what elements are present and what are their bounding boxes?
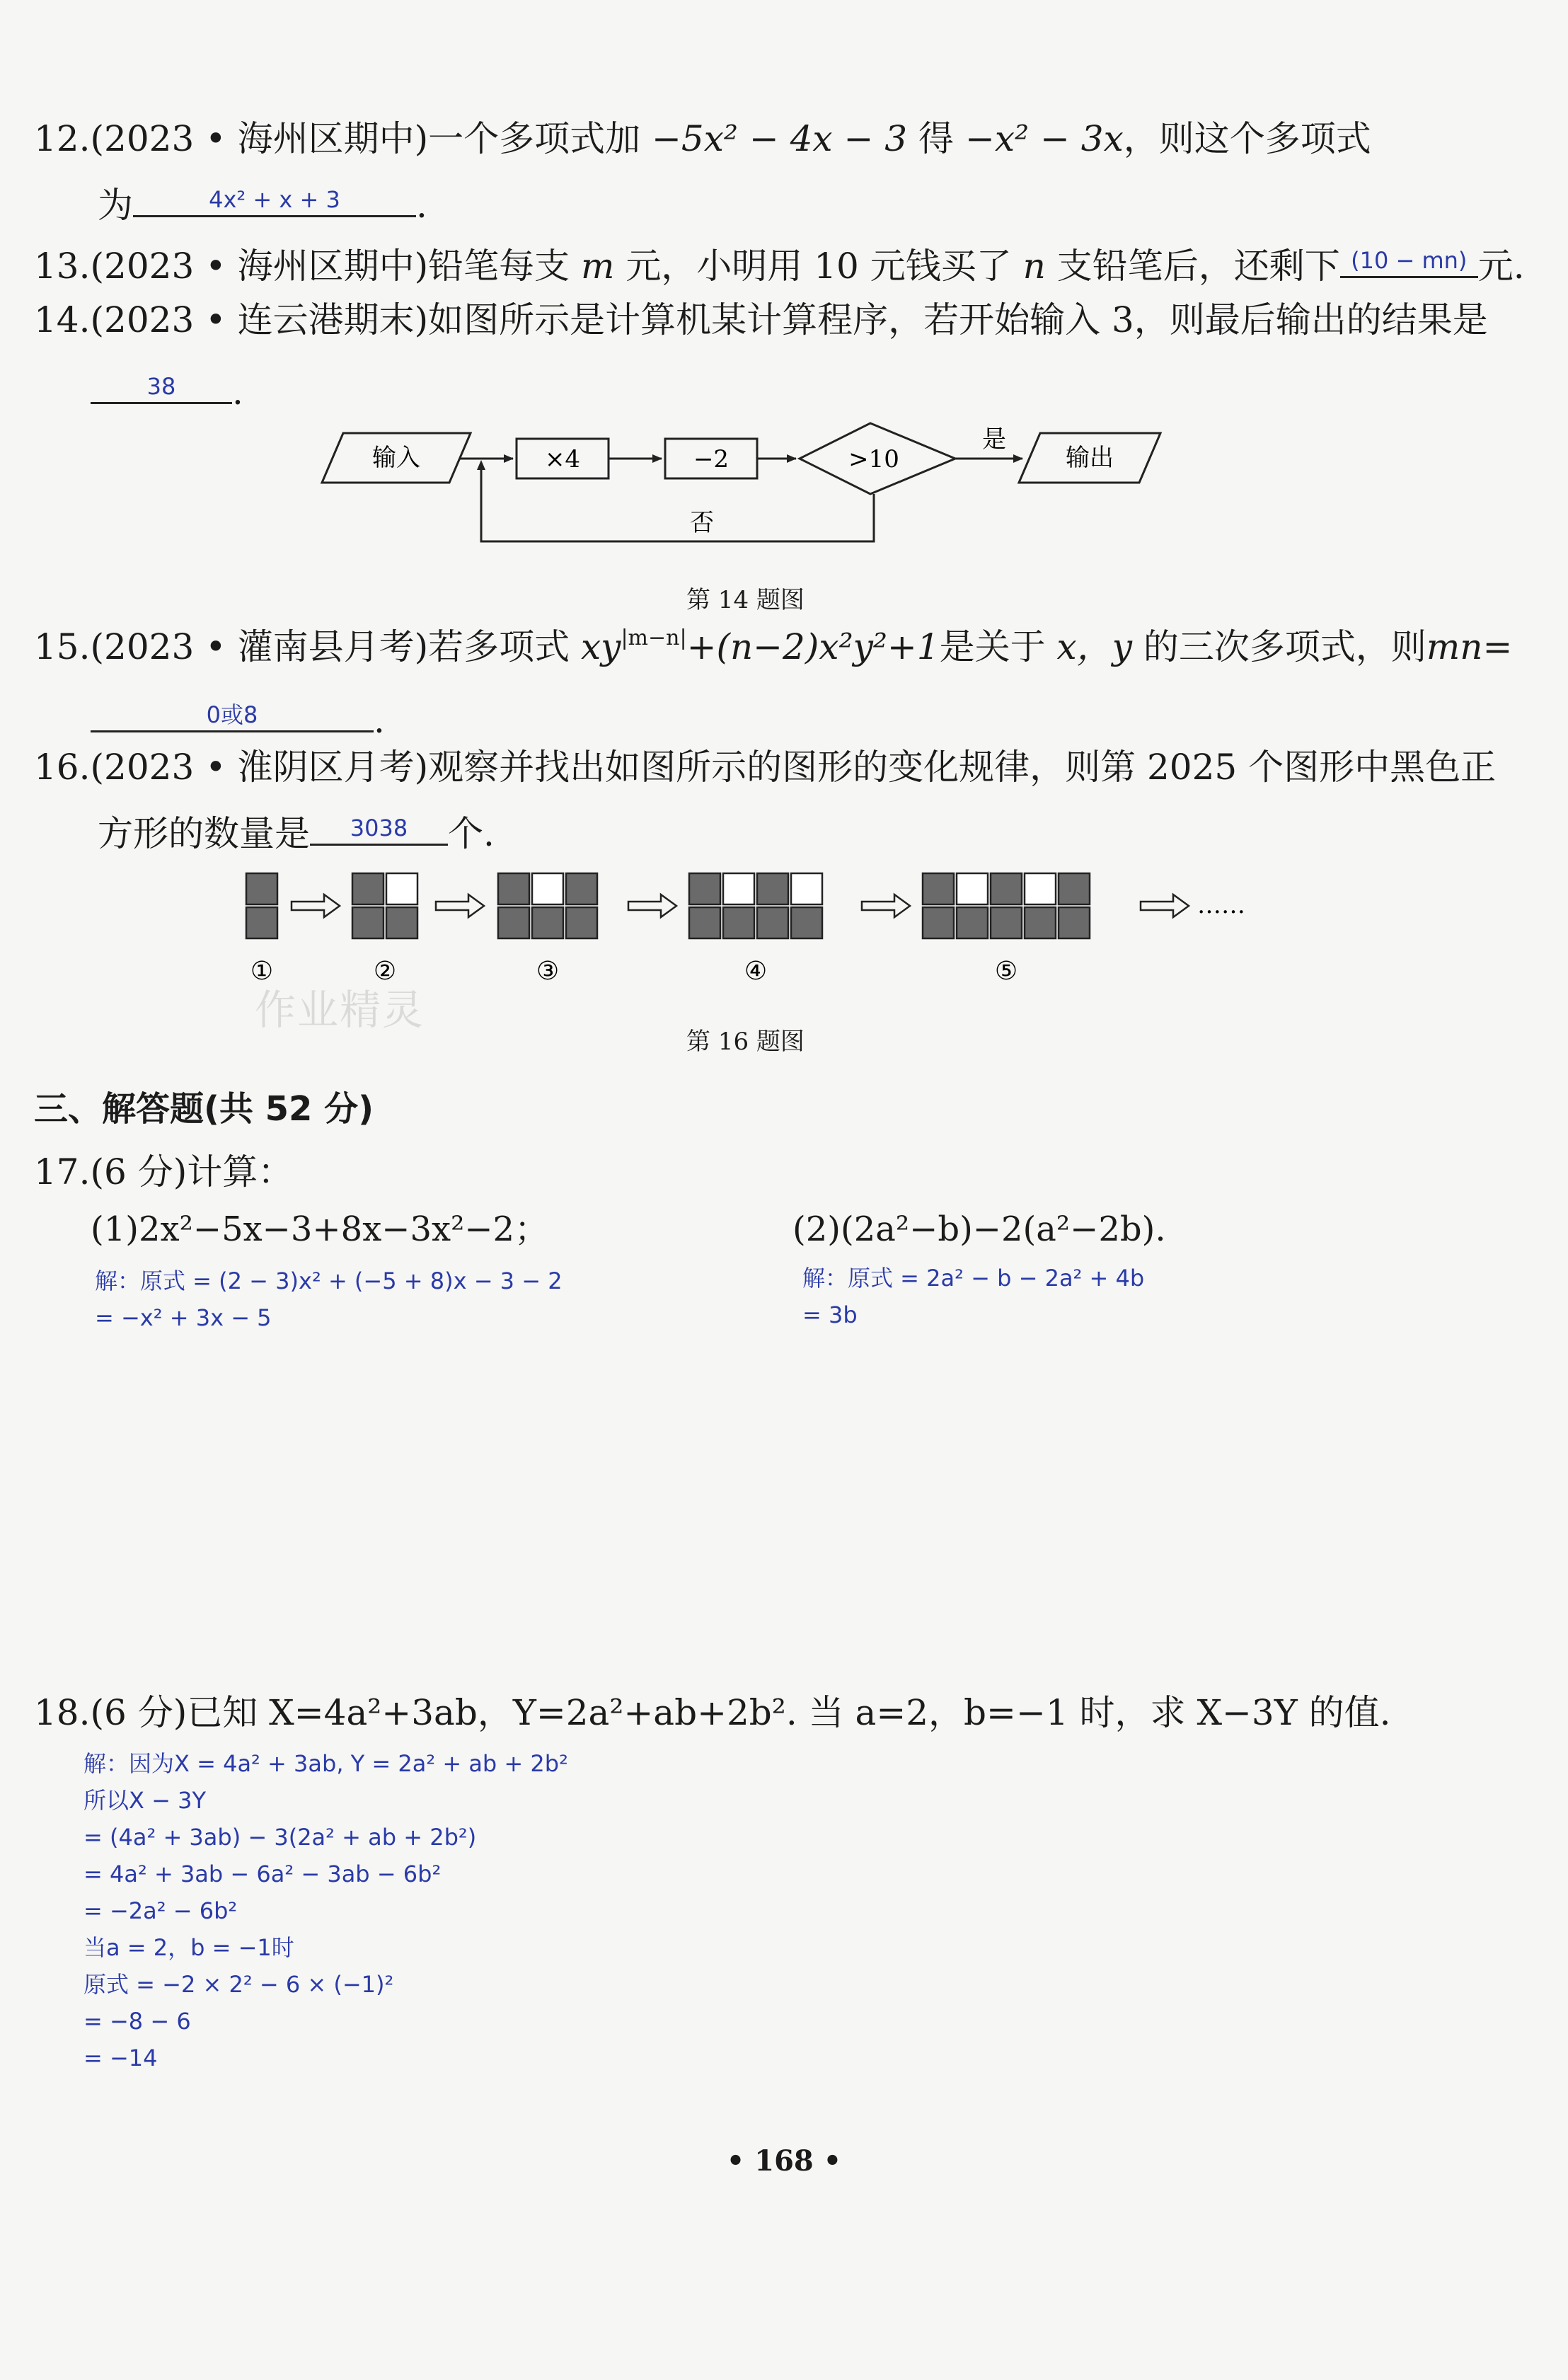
black-square — [689, 907, 720, 938]
black-square — [352, 873, 384, 904]
q13-number: 13. — [34, 246, 91, 287]
q17-part1: (1)2x²−5x−3+8x−3x²−2； — [91, 1209, 549, 1249]
q18-solution-line4: = 4a² + 3ab − 6a² − 3ab − 6b² — [83, 1861, 442, 1887]
black-square — [532, 907, 563, 938]
q13-end: 元. — [1477, 246, 1525, 287]
black-square — [991, 873, 1022, 904]
q18-solution-line2: 所以X − 3Y — [83, 1787, 206, 1814]
q18-number: 18. — [34, 1692, 91, 1733]
q13-text3: 支铅笔后，还剩下 — [1056, 246, 1340, 287]
q13-text2: 元，小明用 10 元钱买了 — [626, 246, 1012, 287]
q18-solution-line9: = −14 — [83, 2045, 158, 2071]
q18-solution-line8: = −8 − 6 — [83, 2008, 191, 2035]
q18-head: (6 分)已知 X=4a²+3ab，Y=2a²+ab+2b². 当 a=2，b=−1 时，求 X−3Y 的值. — [90, 1692, 1391, 1733]
black-square — [791, 907, 822, 938]
q17-solution1-line1: 解：原式 = (2 − 3)x² + (−5 + 8)x − 3 − 2 — [95, 1267, 563, 1294]
q13-answer-blank — [1340, 239, 1478, 278]
q14-number: 14. — [34, 299, 91, 340]
q13-source: (2023 • 海州区期中) — [90, 246, 429, 287]
q15-answer: 0或8 — [206, 701, 258, 728]
q16-text: 观察并找出如图所示的图形的变化规律，则第 2025 个图形中黑色正 — [428, 747, 1497, 788]
q18-solution-line3: = (4a² + 3ab) − 3(2a² + ab + 2b²) — [83, 1824, 477, 1851]
flow-yes-label: 是 — [982, 425, 1006, 454]
q15-expr2: +(n−2)x²y²+1 — [686, 626, 940, 667]
flow-output-label: 输出 — [1066, 444, 1114, 472]
arrow-3 — [628, 895, 676, 917]
q14-text: 如图所示是计算机某计算程序，若开始输入 3，则最后输出的结果是 — [428, 299, 1488, 340]
question-18 — [34, 1691, 1391, 1734]
q14-end: . — [232, 372, 243, 413]
q14-source: (2023 • 连云港期末) — [90, 299, 429, 340]
question-16 — [34, 746, 1496, 788]
q17-number: 17. — [34, 1151, 91, 1192]
q13-n: n — [1022, 246, 1046, 287]
arrow-1 — [292, 895, 340, 917]
flow-input-label: 输入 — [372, 444, 420, 472]
q17-solution2-line1: 解：原式 = 2a² − b − 2a² + 4b — [802, 1265, 1145, 1292]
watermark: 作业精灵 — [255, 986, 425, 1034]
q16-figure-caption: 第 16 题图 — [686, 1028, 805, 1056]
q14-answer: 38 — [146, 373, 176, 400]
white-square — [957, 873, 988, 904]
question-14-line2 — [91, 365, 243, 413]
q15-answer-blank — [91, 694, 374, 732]
black-square — [386, 907, 417, 938]
question-16-line2 — [98, 807, 495, 855]
flow-loop-arrow — [481, 463, 874, 541]
q15-text: 若多项式 — [428, 626, 570, 667]
question-17 — [34, 1151, 293, 1193]
q14-answer-blank — [91, 365, 232, 404]
q17-head: (6 分)计算： — [90, 1151, 294, 1192]
q18-solution-line7: 原式 = −2 × 2² − 6 × (−1)² — [83, 1971, 394, 1998]
q15-text3: 的三次多项式，则 — [1143, 626, 1426, 667]
arrow-4 — [862, 895, 910, 917]
q17-solution1-line2: = −x² + 3x − 5 — [95, 1304, 272, 1331]
black-square — [1059, 907, 1090, 938]
q18-solution-line6: 当a = 2，b = −1时 — [83, 1934, 294, 1961]
page-number: • 168 • — [726, 2144, 842, 2178]
black-square — [957, 907, 988, 938]
q16-end: 个. — [448, 813, 495, 854]
figure-label-5: ⑤ — [994, 957, 1018, 986]
flow-multiply-label: ×4 — [544, 445, 581, 473]
black-square — [566, 873, 597, 904]
black-square — [246, 873, 277, 904]
question-12 — [34, 117, 1371, 160]
arrow-5 — [1141, 895, 1189, 917]
q16-answer: 3038 — [350, 815, 408, 841]
white-square — [1025, 873, 1056, 904]
q16-text2: 方形的数量是 — [98, 813, 310, 854]
question-13 — [34, 239, 1525, 287]
black-square — [498, 907, 529, 938]
q13-answer: (10 − mn) — [1351, 247, 1468, 274]
question-14 — [34, 299, 1488, 341]
q15-text2: 是关于 — [939, 626, 1046, 667]
square-pattern-figure — [241, 866, 1274, 994]
black-square — [991, 907, 1022, 938]
q12-source: (2023 • 海州区期中) — [90, 118, 429, 159]
arrow-2 — [436, 895, 484, 917]
black-square — [1059, 873, 1090, 904]
flow-subtract-label: −2 — [693, 445, 730, 473]
black-square — [498, 873, 529, 904]
q17-part2: (2)(2a²−b)−2(a²−2b). — [792, 1209, 1166, 1249]
q16-source: (2023 • 淮阴区月考) — [90, 747, 429, 788]
q15-expr: xy — [580, 626, 621, 667]
question-15-line2 — [91, 694, 385, 742]
black-square — [566, 907, 597, 938]
q16-answer-blank — [310, 807, 448, 846]
q15-source: (2023 • 灌南县月考) — [90, 626, 429, 667]
q16-number: 16. — [34, 747, 91, 788]
black-square — [723, 907, 754, 938]
figure-label-4: ④ — [744, 957, 768, 986]
q15-end: . — [374, 700, 385, 741]
q12-text-b: 得 — [918, 118, 955, 159]
flow-condition-label: >10 — [848, 445, 899, 473]
flowchart-figure — [311, 418, 1182, 559]
black-square — [757, 873, 788, 904]
black-square — [757, 907, 788, 938]
q12-end: . — [416, 185, 427, 226]
q17-solution2-line2: = 3b — [802, 1301, 858, 1328]
q14-figure-caption: 第 14 题图 — [686, 586, 805, 614]
white-square — [532, 873, 563, 904]
q12-answer: 4x² + x + 3 — [209, 186, 340, 213]
black-square — [923, 907, 954, 938]
q12-math1: −5x² − 4x − 3 — [651, 118, 908, 159]
question-12-line2 — [98, 178, 427, 226]
black-square — [923, 873, 954, 904]
q12-math2: −x² − 3x — [964, 118, 1124, 159]
q12-text-d: 为 — [98, 185, 133, 226]
q18-solution-line5: = −2a² − 6b² — [83, 1897, 238, 1924]
black-square — [1025, 907, 1056, 938]
q12-answer-blank — [133, 178, 416, 217]
q18-solution-line1: 解：因为X = 4a² + 3ab, Y = 2a² + ab + 2b² — [83, 1750, 568, 1777]
figure-label-1: ① — [250, 957, 274, 986]
q15-exponent: |m−n| — [621, 626, 687, 650]
figure-label-2: ② — [373, 957, 397, 986]
q15-vars: x，y — [1056, 626, 1132, 667]
q12-number: 12. — [34, 118, 91, 159]
figure-label-3: ③ — [536, 957, 560, 986]
white-square — [791, 873, 822, 904]
black-square — [689, 873, 720, 904]
q13-text: 铅笔每支 — [428, 246, 570, 287]
q13-m: m — [580, 246, 615, 287]
pattern-ellipsis: …… — [1197, 891, 1245, 919]
black-square — [246, 907, 277, 938]
q12-text-c: ，则这个多项式 — [1123, 118, 1371, 159]
flow-no-label: 否 — [690, 509, 714, 537]
white-square — [386, 873, 417, 904]
question-15 — [34, 626, 1512, 668]
white-square — [723, 873, 754, 904]
section-3-heading: 三、解答题(共 52 分) — [34, 1089, 374, 1129]
black-square — [352, 907, 384, 938]
q15-number: 15. — [34, 626, 91, 667]
q12-text-a: 一个多项式加 — [428, 118, 641, 159]
q15-mn: mn= — [1426, 626, 1513, 667]
